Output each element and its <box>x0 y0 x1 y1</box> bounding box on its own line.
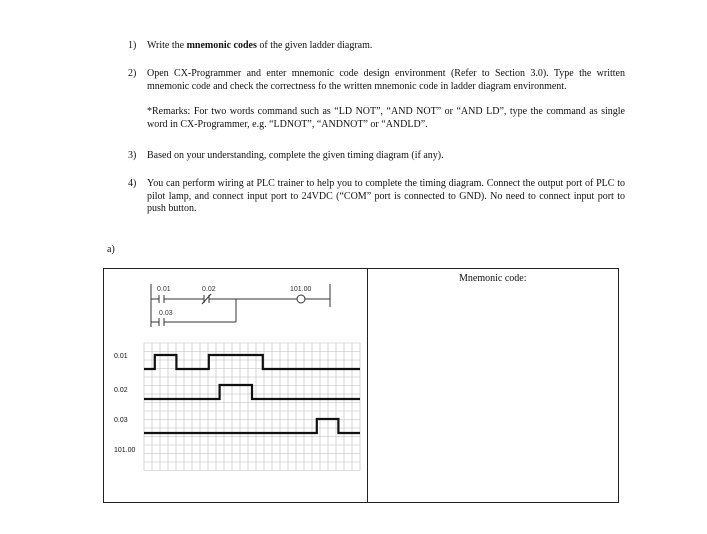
instruction-3 <box>128 150 628 164</box>
contact-0-02-label: 0.02 <box>202 286 216 293</box>
waveform-0-03 <box>144 419 360 433</box>
waveform-0-02 <box>144 385 360 399</box>
mnemonic-emphasis: mnemonic codes <box>186 40 257 51</box>
timing-diagram <box>104 269 367 504</box>
instruction-4-text: You can perform wiring at PLC trainer to help you to complete the timing diagram. Connect the output port of PLC to pilot lamp, and connect input port to 24VDC (“COM” port is connected to GND). No need to connect input port to push button. <box>147 178 625 214</box>
signal-label-0-03: 0.03 <box>114 417 128 424</box>
signal-label-0-01: 0.01 <box>114 353 128 360</box>
instruction-2-number: 2) <box>128 68 137 79</box>
coil-101-00-label: 101.00 <box>290 286 312 293</box>
instruction-1 <box>128 40 628 54</box>
instruction-2-remark: *Remarks: For two words command such as “LD NOT”, “AND NOT” or “AND LD”, type the command as single word in CX-Programmer, e.g. “LDNOT”, “ANDNOT” or “ANDLD”. <box>147 106 625 130</box>
question-table <box>103 268 619 503</box>
section-label: a) <box>107 244 115 255</box>
mnemonic-code-label: Mnemonic code: <box>459 273 527 284</box>
instruction-4 <box>128 178 628 218</box>
instruction-4-number: 4) <box>128 178 137 189</box>
instruction-1-number: 1) <box>128 40 137 51</box>
instruction-3-number: 3) <box>128 150 137 161</box>
contact-0-01-label: 0.01 <box>157 286 171 293</box>
instruction-2 <box>128 68 628 138</box>
contact-0-03-label: 0.03 <box>159 310 173 317</box>
instruction-3-text: Based on your understanding, complete the given timing diagram (if any). <box>147 150 444 161</box>
table-divider <box>367 269 368 502</box>
signal-label-101-00: 101.00 <box>114 447 136 454</box>
waveform-0-01 <box>144 355 360 369</box>
instruction-1-text: Write the mnemonic codes of the given ladder diagram. <box>147 40 373 51</box>
instruction-2-text: Open CX-Programmer and enter mnemonic code design environment (Refer to Section 3.0). Type the written mnemonic code and check the correctness fo the written mnemonic code in ladder diagram environment. <box>147 68 625 92</box>
signal-label-0-02: 0.02 <box>114 387 128 394</box>
